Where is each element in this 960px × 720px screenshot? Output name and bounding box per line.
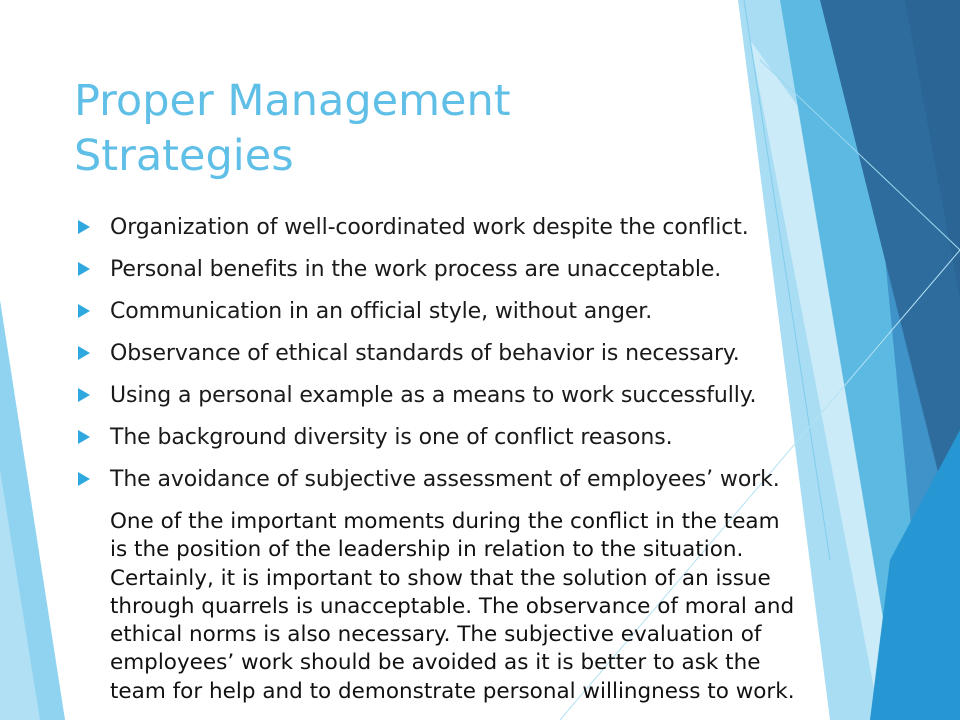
bullet-text: Using a personal example as a means to work successfully. [110, 382, 757, 408]
bullet-item [78, 416, 780, 458]
bullet-text: The background diversity is one of conflict reasons. [110, 424, 673, 450]
paragraph-line: ethical norms is also necessary. The subjective evaluation of [110, 622, 762, 648]
bullet-text: Observance of ethical standards of behavior is necessary. [110, 340, 740, 366]
paragraph-line: One of the important moments during the conflict in the team [110, 509, 780, 534]
bullet-list [78, 206, 780, 500]
paragraph-line: team for help and to demonstrate personal willingness to work. [110, 678, 795, 704]
bullet-text: Communication in an official style, without anger. [110, 298, 653, 324]
triangle-bullet-icon [78, 346, 90, 360]
triangle-bullet-icon [78, 220, 90, 234]
triangle-bullet-icon [78, 430, 90, 444]
triangle-bullet-icon [78, 472, 90, 486]
bullet-item [78, 332, 780, 374]
bullet-text: Organization of well-coordinated work despite the conflict. [110, 214, 749, 240]
title-line: Proper Management [74, 76, 511, 126]
paragraph-line: Certainly, it is important to show that the solution of an issue [110, 565, 771, 591]
bullet-item [78, 458, 780, 500]
title-line: Strategies [74, 131, 294, 181]
paragraph-line: employees’ work should be avoided as it is better to ask the [110, 650, 761, 676]
triangle-bullet-icon [78, 388, 90, 402]
triangle-bullet-icon [78, 262, 90, 276]
bullet-item [78, 374, 780, 416]
triangle-bullet-icon [78, 304, 90, 318]
summary-paragraph [110, 508, 890, 706]
paragraph-line: through quarrels is unacceptable. The observance of moral and [110, 593, 795, 619]
paragraph-line: is the position of the leadership in relation to the situation. [110, 537, 744, 563]
slide-title [74, 74, 511, 184]
bullet-item [78, 290, 780, 332]
bullet-text: Personal benefits in the work process are unacceptable. [110, 256, 722, 282]
bullet-item [78, 206, 780, 248]
bullet-item [78, 248, 780, 290]
bullet-text: The avoidance of subjective assessment of employees’ work. [110, 466, 780, 492]
